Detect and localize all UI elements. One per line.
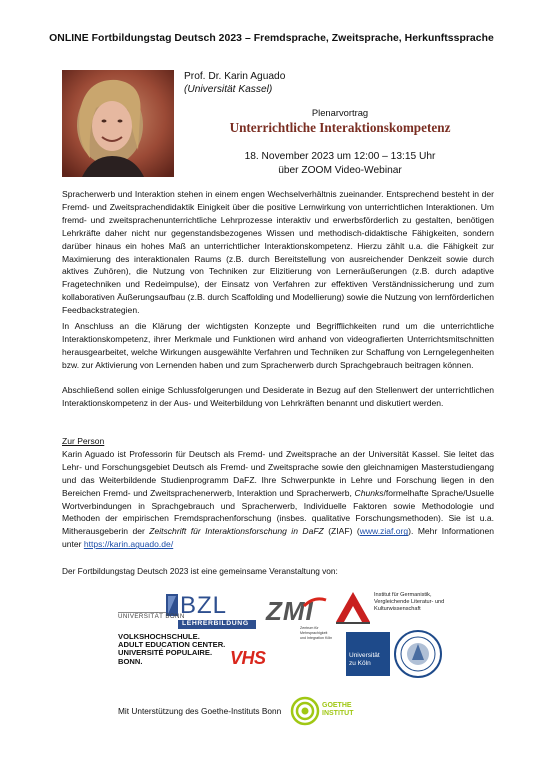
zmi-sub-line-1: Zentrum für [300,626,319,630]
bio-section [62,435,494,551]
bio-text-part-4: ). Mehr Informationen unter [62,526,494,550]
uni-koeln-seal-icon [394,630,442,683]
abstract-paragraph-2 [62,320,494,372]
talk-datetime: 18. November 2023 um 12:00 – 13:15 Uhr [244,151,436,162]
bio-chunks-term: Chunks [354,487,384,498]
vhs-line-4: BONN. [118,656,143,666]
ifg-line-1: Institut für Germanistik, [374,592,432,598]
abstract-text-3: Abschließend sollen einige Schlussfolgerungen und Desiderate in Bezug auf den Stellenwert der unterrichtlichen Interaktionskompetenz in der Aus- und Weiterbildung von Lehrkräften benannt und diskutiert werden. [62,385,494,408]
vhs-line-2: ADULT EDUCATION CENTER. [118,640,226,650]
bio-text-part-1: Karin Aguado ist Professorin für Deutsch als Fremd- und Zweitsprache an der Universität Kassel. Sie leitet das Lehr- und Forschungsgebiet Deutsch als Fremd- und Zweitsprache sowie den gleichnamigen Masterstudiengang und das Weiterbildende Studienprogramm DaFZ. Ihre Schwerpunkte in Lehre und Forschung liegen in den Bereichen Fremd- und Zweitsprachenerwerb, Interaktion und Spracherwerb, [62,448,494,498]
zmi-sub-line-3: und Integration Köln [300,636,333,640]
goethe-line-1: GOETHE [322,702,352,709]
ziaf-link[interactable]: www.ziaf.org [359,526,409,537]
bzl-subtitle: LEHRERBILDUNG [182,620,249,627]
abstract-paragraph-3 [62,384,494,410]
zmi-sub-line-2: Mehrsprachigkeit [300,631,328,635]
support-note: Mit Unterstützung des Goethe-Instituts Bonn [118,706,282,716]
uni-koeln-line-2: zu Köln [349,660,371,667]
ifg-emblem [336,588,370,624]
goethe-line-2: INSTITUT [322,710,354,717]
bio-text-part-3: (ZIAF) ( [323,526,360,537]
talk-medium: über ZOOM Video-Webinar [278,165,402,176]
zmi-wordmark: ZMI [266,596,314,626]
bio-text [62,448,494,551]
vhs-line-1: VOLKSHOCHSCHULE. [118,632,200,641]
bio-heading: Zur Person [62,436,105,446]
bio-text-part-2: /formelhafte Sprache/Usuelle Wortverbindungen in Sprachgebrauch und Spracherwerb, Individuelle Faktoren sowie Methodologie und Methoden der empirischen Fremdsprachenforschung (insbes. qualitative Forschungsmethoden). Sie ist u.a. Mitherausgeberin der [62,487,494,537]
ifg-logo [336,588,496,628]
talk-type: Plenarvortrag [311,107,369,118]
ifg-line-3: Kulturwissenschaft [374,606,421,612]
bzl-logo [118,592,258,632]
vhs-logo: VHS [230,648,266,668]
abstract-text-1: Spracherwerb und Interaktion stehen in einem engen Wechselverhältnis zueinander. Entsprechend besteht in der Fremd- und Zweitsprachendidaktik Einigkeit über die positive Lernwirkung von unterrichtlichen Interaktionen. Um fremd- und zweitsprachenunterrichtliche Lehrprozesse interaktiv und erwerbsförderlich zu gestalten, benötigen Lehrkräfte daher nicht nur gegenstandsbezogenes Wissen und methodisch-didaktische Fähigkeiten, sondern darüber hinaus ein hohes Maß an unterrichtlicher Interaktionskompetenz. Hierzu zählt u.a. die Fähigkeit zur Maximierung des interaktionalen Raums (z.B. durch Bereitstellung von ausreichender Denkzeit sowie durch aktives Zuhören), die Nutzung von Techniken zur Elizitierung von Lerneräußerungen (z.B. durch adaptive Fragetechniken und Redeimpulse), der Einsatz von Verfahren zur effektiven Verständnissicherung und zum kollaborativen Äußerungsaufbau (z.B. durch Scaffolding und Modellierung) sowie die Nutzung von lernförderlichen Feedbackstrategien. [62,189,494,316]
talk-title: Unterrichtliche Interaktionskompetenz [229,120,451,135]
event-title: ONLINE Fortbildungstag Deutsch 2023 – Fremdsprache, Zweitsprache, Herkunftssprache [49,33,494,44]
zmi-logo [264,596,334,644]
vhs-line-3: UNIVERSITÉ POPULAIRE. [118,648,213,658]
uni-koeln-line-1: Universität [349,652,380,659]
abstract-text-2: In Anschluss an die Klärung der wichtigsten Konzepte und Begrifflichkeiten rund um die unterrichtliche Interaktionskompetenz, ihrer Merkmale und Funktionen wird anhand von videografierten Unterrichtsmitschnitten herausgearbeitet, welche Wirkungen ausgewählte Verfahren und Techniken zur Schaffung von Lerngelegenheiten bzw. zur Aktivierung von Lernenden haben und zum Spracherwerb durch Sprachgebrauch beitragen können. [62,321,494,370]
speaker-portrait [62,70,174,177]
uni-koeln-logo [346,632,390,676]
aguado-homepage-link[interactable]: https://karin.aguado.de/ [83,539,174,550]
portrait-image [62,70,174,177]
speaker-affiliation: (Universität Kassel) [184,84,273,95]
zmi-subtitle [300,626,332,641]
uni-koeln-label [349,652,380,668]
goethe-emblem-icon [290,696,320,726]
abstract-paragraph-1 [62,188,494,317]
bzl-wordmark: BZL [180,592,228,619]
goethe-institut-logo [290,696,354,731]
bio-journal-title: Zeitschrift für Interaktionsforschung in DaFZ [149,526,324,537]
bzl-university-label: UNIVERSITÄT BONN [118,613,185,620]
ifg-label [374,592,444,613]
seal-icon [394,630,442,678]
talk-schedule [190,150,490,178]
ifg-line-2: Vergleichende Literatur- und [374,599,445,605]
vhs-bonn-wordmark [118,633,225,666]
goethe-label [322,702,354,718]
zmi-accent-mark [300,596,330,610]
organizers-intro: Der Fortbildungstag Deutsch 2023 ist eine gemeinsame Veranstaltung von: [62,566,338,576]
speaker-name: Prof. Dr. Karin Aguado [184,71,286,82]
